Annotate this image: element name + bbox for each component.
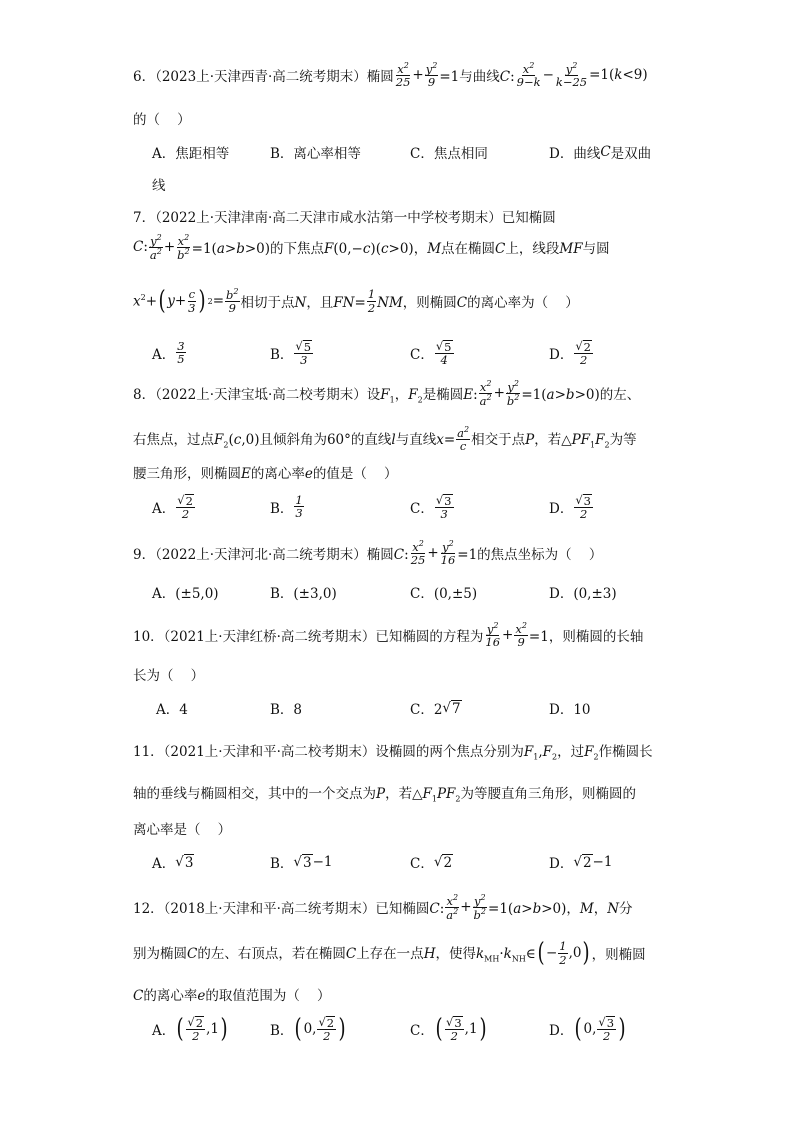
q10-option-a[interactable]: A．4 (156, 702, 188, 718)
question-10-line-2: 长为（ ） (133, 668, 205, 684)
question-9-line-1: 9．（2022上·天津河北·高二统考期末）椭圆C: $\frac{x^2}{25}$ + $\frac{y^2}{16}$ =1的焦点坐标为（ ） (133, 539, 603, 567)
question-12-line-1: 12．（2018上·天津和平·高二统考期末）已知椭圆C: $\frac{x^2}{a^2}$ + $\frac{y^2}{b^2}$ =1(a>b>0)，M，N分 (133, 893, 633, 922)
q9-option-d[interactable]: D．(0,±3) (549, 586, 617, 602)
q8-option-d[interactable]: D． √ 3 2 (549, 493, 591, 522)
question-12-line-2: 别为椭圆C的左、右顶点，若在椭圆C上存在一点H，使得$k_{MH}\cdot k_{NH}\in$ ( − $\frac{1}{2}$ ,0 ) ，则椭圆 (133, 938, 646, 968)
question-12-line-3: C的离心率e的取值范围为（ ） (133, 988, 331, 1004)
question-8-line-2: 右焦点，过点$F_2(c,0)$且倾斜角为60°的直线l与直线x= $\frac{a^2}{c}$ 相交于点P，若$\triangle PF_1F_2$为等 (133, 425, 637, 453)
q8-option-a[interactable]: A． √ 2 2 (152, 493, 193, 522)
q6-option-c[interactable]: C．焦点相同 (410, 146, 488, 162)
q6-option-d[interactable]: D．曲线 C 是双曲 (549, 144, 652, 162)
q12-option-a[interactable]: A． ( √ 2 2 ,1 ) (152, 1014, 228, 1045)
question-11-line-2: 轴的垂线与椭圆相交，其中的一个交点为P，若$\triangle F_1PF_2$为等腰直角三角形，则椭圆的 (133, 786, 636, 804)
question-8-line-1: 8．（2022上·天津宝坻·高二校考期末）设$F_1$，$F_2$是椭圆E: $\frac{x^2}{a^2}$ + $\frac{y^2}{b^2}$ =1(a>b>0)的左、 (133, 379, 641, 408)
q11-option-a[interactable]: A． √ 3 (152, 853, 194, 872)
q7-option-d[interactable]: D． √ 2 2 (549, 339, 591, 368)
question-8-line-3: 腰三角形，则椭圆E的离心率e的值是（ ） (133, 466, 398, 482)
q10-option-d[interactable]: D．10 (549, 702, 591, 718)
question-7-line-2: C : $\frac{y^2}{a^2}$ + $\frac{x^2}{b^2}$ =1(a>b>0)的下焦点F(0,−c)(c>0)，M点在椭圆C上，线段MF与圆 (133, 233, 610, 262)
question-7-line-3: $x^2+$ ( y+ $\frac{c}{3}$ ) 2 = $\frac{b^2}{9}$ 相切于点N，且FN= $\frac{1}{2}$ NM，则椭圆C的离心率为（ ） (133, 286, 579, 316)
q10-option-b[interactable]: B．8 (270, 702, 303, 718)
q12-option-b[interactable]: B． ( 0, √ 2 2 ) (270, 1014, 346, 1045)
q10-option-c[interactable]: C．2 √ 7 (410, 699, 461, 718)
q6-option-b[interactable]: B．离心率相等 (270, 146, 361, 162)
question-10-line-1: 10．（2021上·天津红桥·高二统考期末）已知椭圆的方程为 $\frac{y^2}{16}$ + $\frac{x^2}{9}$ =1，则椭圆的长轴 (133, 621, 644, 649)
q6-option-d-cont: 线 (152, 178, 166, 194)
q8-option-b[interactable]: B． $\frac{1}{3}$ (270, 493, 303, 521)
question-7-line-1: 7．（2022上·天津津南·高二天津市咸水沽第一中学校考期末）已知椭圆 (133, 210, 556, 226)
q11-option-b[interactable]: B． √ 3 −1 (270, 853, 333, 872)
q9-option-a[interactable]: A．(±5,0) (152, 586, 219, 602)
q7-option-c[interactable]: C． √ 5 4 (410, 339, 452, 368)
q12-option-d[interactable]: D． ( 0, √ 3 2 ) (549, 1014, 626, 1045)
q9-option-b[interactable]: B．(±3,0) (270, 586, 337, 602)
q12-option-c[interactable]: C． ( √ 3 2 ,1 ) (410, 1014, 487, 1045)
question-11-line-1: 11．（2021上·天津和平·高二校考期末）设椭圆的两个焦点分别为$F_1,F_2$，过$F_2$作椭圆长 (133, 744, 653, 762)
q9-option-c[interactable]: C．(0,±5) (410, 586, 478, 602)
q11-option-c[interactable]: C． √ 2 (410, 853, 453, 872)
question-6-line-2: 的（ ） (133, 112, 191, 128)
q11-option-d[interactable]: D． √ 2 −1 (549, 853, 613, 872)
q7-option-b[interactable]: B． √ 5 3 (270, 339, 312, 368)
q6-option-a[interactable]: A．焦距相等 (152, 146, 230, 162)
q7-option-a[interactable]: A． $\frac{3}{5}$ (152, 339, 185, 367)
question-11-line-3: 离心率是（ ） (133, 822, 232, 838)
question-6-line-1: 6．（2023上·天津西青·高二统考期末）椭圆 $\frac{x^2}{25}$ + $\frac{y^2}{9}$ =1与曲线C: $\frac{x^2}{9-k}$ − $\frac{y^2}{k-25}$ =1(k<9) (133, 61, 648, 89)
q8-option-c[interactable]: C． √ 3 3 (410, 493, 452, 522)
